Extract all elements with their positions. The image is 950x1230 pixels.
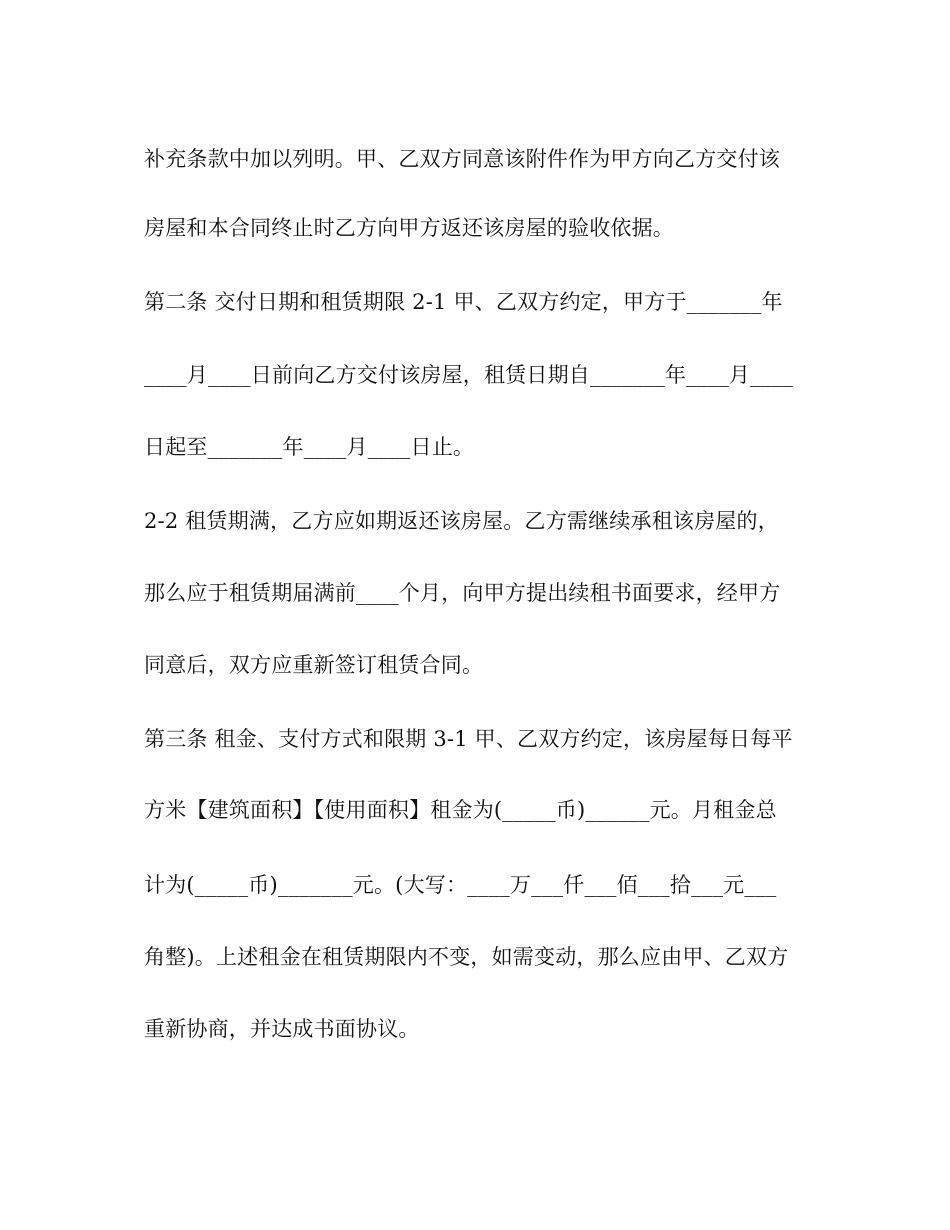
text-line: 第三条 租金、支付方式和限期 3-1 甲、乙双方约定，该房屋每日每平 bbox=[144, 727, 793, 751]
text-line: 第二条 交付日期和租赁期限 2-1 甲、乙双方约定，甲方于_______年 bbox=[144, 290, 783, 314]
text-line: ____月____日前向乙方交付该房屋，租赁日期自_______年____月____ bbox=[144, 363, 793, 387]
text-line: 方米【建筑面积】【使用面积】租金为(_____币)______元。月租金总 bbox=[144, 798, 777, 822]
text-line: 房屋和本合同终止时乙方向甲方返还该房屋的验收依据。 bbox=[144, 216, 674, 240]
text-line: 同意后，双方应重新签订租赁合同。 bbox=[144, 653, 484, 677]
text-line: 计为(_____币)_______元。(大写：____万___仟___佰___拾___元___ bbox=[144, 873, 777, 897]
text-line: 重新协商，并达成书面协议。 bbox=[144, 1017, 420, 1041]
text-line: 2-2 租赁期满，乙方应如期返还该房屋。乙方需继续承租该房屋的， bbox=[144, 509, 779, 533]
text-line: 角整)。上述租金在租赁期限内不变，如需变动，那么应由甲、乙双方 bbox=[144, 945, 789, 969]
text-line: 日起至_______年____月____日止。 bbox=[144, 435, 475, 459]
text-line: 那么应于租赁期届满前____个月，向甲方提出续租书面要求，经甲方 bbox=[144, 581, 781, 605]
text-line: 补充条款中加以列明。甲、乙双方同意该附件作为甲方向乙方交付该 bbox=[144, 147, 780, 171]
